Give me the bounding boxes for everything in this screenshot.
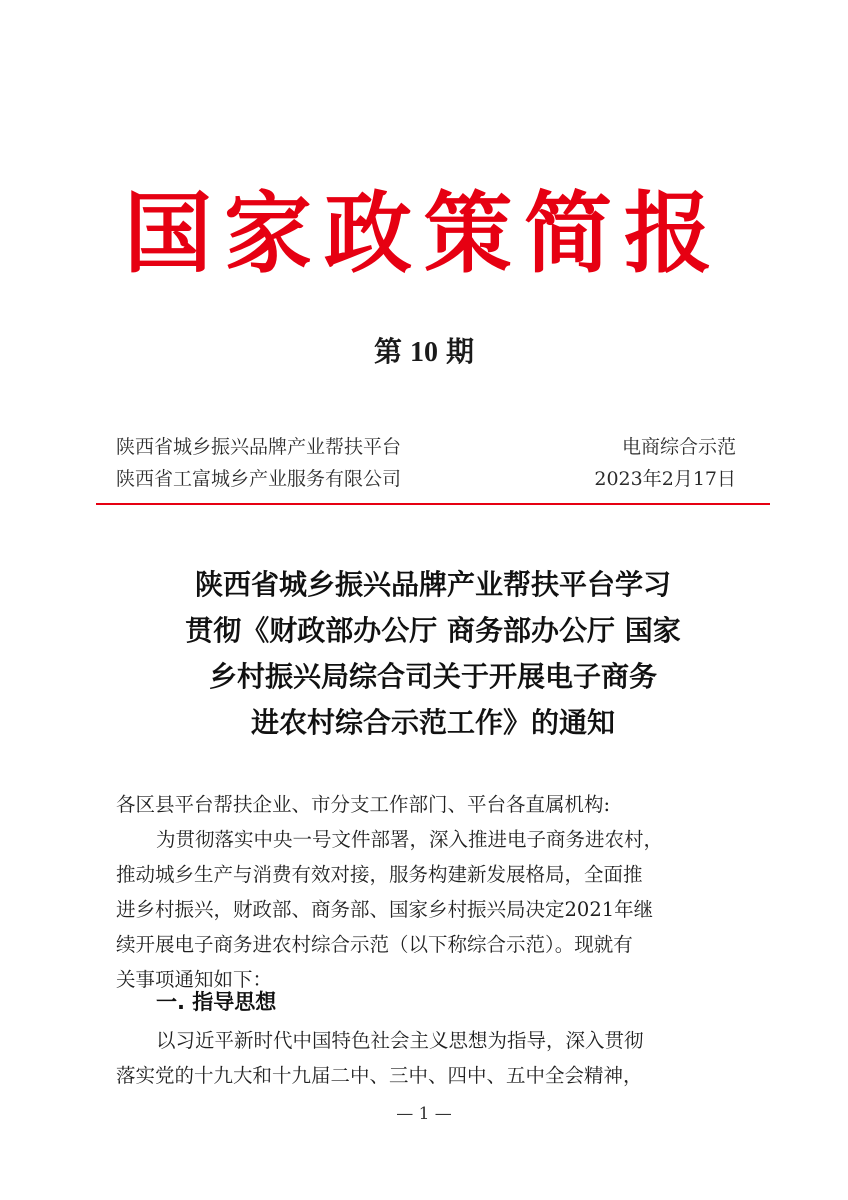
meta-row-2	[116, 465, 736, 493]
salutation: 各区县平台帮扶企业、市分支工作部门、平台各直属机构:	[116, 793, 611, 816]
issue-suffix: 期	[446, 335, 475, 368]
section-heading: 一. 指导思想	[156, 990, 277, 1014]
title-line: 乡村振兴局综合司关于开展电子商务	[208, 660, 657, 693]
meta-row-1	[116, 433, 736, 461]
header-divider	[96, 503, 770, 505]
paragraph-line: 推动城乡生产与消费有效对接，服务构建新发展格局，全面推	[116, 863, 643, 886]
issue-date: 2023年2月17日	[594, 468, 736, 490]
paragraph-line: 关事项通知如下：	[116, 968, 273, 991]
document-title	[96, 562, 770, 746]
paragraph-line: 以习近平新时代中国特色社会主义思想为指导，深入贯彻	[156, 1029, 644, 1052]
paragraph-line: 进乡村振兴，财政部、商务部、国家乡村振兴局决定2021年继	[116, 898, 654, 921]
page-number: — 1 —	[396, 1104, 452, 1124]
title-line: 进农村综合示范工作》的通知	[250, 706, 615, 739]
issue-number	[0, 330, 848, 375]
issue-prefix: 第	[373, 335, 402, 368]
body-section-guiding-thought	[116, 1023, 740, 1093]
title-line: 陕西省城乡振兴品牌产业帮扶平台学习	[194, 568, 671, 601]
paragraph-line: 为贯彻落实中央一号文件部署，深入推进电子商务进农村，	[156, 828, 664, 851]
paragraph-line: 续开展电子商务进农村综合示范（以下称综合示范）。现就有	[116, 933, 633, 956]
body-section-intro	[116, 787, 740, 997]
title-line: 贯彻《财政部办公厅 商务部办公厅 国家	[185, 614, 681, 647]
issuing-org-2: 陕西省工富城乡产业服务有限公司	[116, 468, 402, 490]
category-label: 电商综合示范	[621, 436, 736, 458]
paragraph-line: 落实党的十九大和十九届二中、三中、四中、五中全会精神，	[116, 1064, 643, 1087]
issue-number-value: 10	[410, 337, 438, 368]
masthead-title: 国家政策简报	[123, 181, 724, 285]
issuing-org-1: 陕西省城乡振兴品牌产业帮扶平台	[116, 436, 402, 458]
